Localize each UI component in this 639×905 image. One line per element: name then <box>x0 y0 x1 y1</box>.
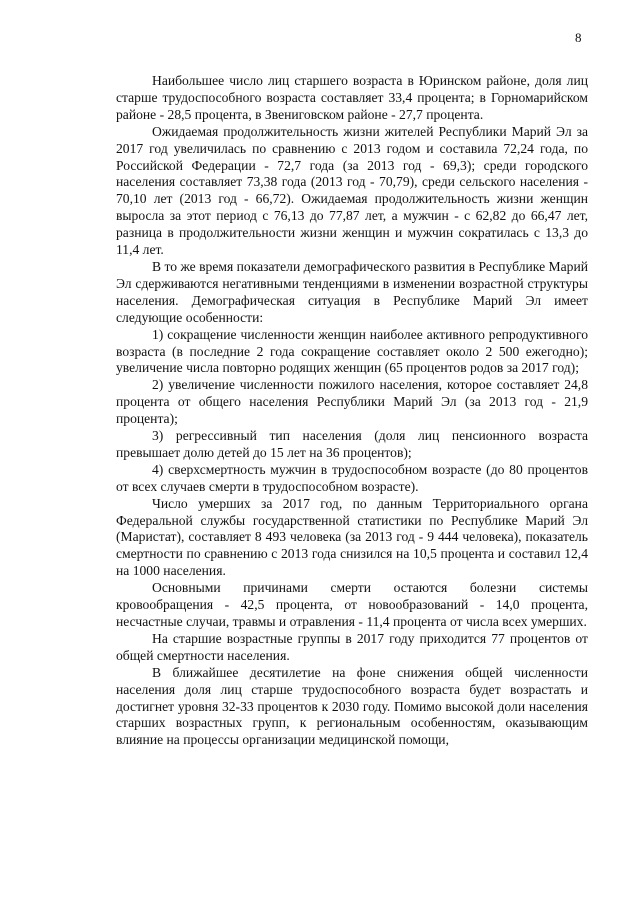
page-number: 8 <box>575 30 582 45</box>
paragraph-elderly-share: Наибольшее число лиц старшего возраста в Юринском районе, доля лиц старше трудоспособного возраста составляет 33,4 процента; в Горномарийском районе - 28,5 процента, в Звениговском районе - 27,7 процента. <box>116 73 588 122</box>
list-item-2: 2) увеличение численности пожилого населения, которое составляет 24,8 процента от общего населения Республики Марий Эл (за 2013 год - 21,9 процента); <box>116 377 588 427</box>
paragraph-negative-trends: В то же время показатели демографического развития в Республике Марий Эл сдерживаются негативными тенденциями в изменении возрастной структуры населения. Демографическая ситуация в Республике Марий Эл имеет следующие особенности: <box>116 258 588 325</box>
paragraph-next-decade: В ближайшее десятилетие на фоне снижения общей численности населения доля лиц старше трудоспособного возраста будет возрастать и достигнет уровня 32-33 процентов к 2030 году. Помимо высокой доли населения старших возрастных групп, к региональным особенностям, оказывающим влияние на процессы организации медицинской помощи, <box>116 664 588 748</box>
list-item-3: 3) регрессивный тип населения (доля лиц пенсионного возраста превышает долю детей до 15 лет на 36 процентов); <box>116 428 588 460</box>
paragraph-older-groups: На старшие возрастные группы в 2017 году приходится 77 процентов от общей смертности населения. <box>116 630 588 663</box>
paragraph-life-expectancy: Ожидаемая продолжительность жизни жителей Республики Марий Эл за 2017 год увеличилась по сравнению с 2013 годом и составила 72,24 года, по Российской Федерации - 72,7 года (за 2013 год - 69,3); среди городского населения составляет 73,38 года (2013 год - 70,79), среди сельского населения - 70,10 лет (2013 год - 66,72). Ожидаемая продолжительность жизни женщин выросла за этот период с 76,13 до 77,87 лет, а мужчин - с 62,82 до 66,47 лет, разница в продолжительности жизни женщин и мужчин сократилась с 13,3 до 11,4 лет. <box>116 123 588 258</box>
document-body <box>116 73 588 749</box>
paragraph-causes-of-death: Основными причинами смерти остаются болезни системы кровообращения - 42,5 процента, от новообразований - 14,0 процента, несчастные случаи, травмы и отравления - 11,4 процента от числа всех умерших. <box>116 580 588 629</box>
list-item-1: 1) сокращение численности женщин наиболее активного репродуктивного возраста (в последние 2 года сокращение составляет около 2 500 ежегодно); увеличение числа повторно родящих женщин (65 процентов родов за 2017 год); <box>116 326 588 376</box>
paragraph-deaths: Число умерших за 2017 год, по данным Территориального органа Федеральной службы государственной статистики по Республике Марий Эл (Маристат), составляет 8 493 человека (за 2013 год - 9 444 человека), показатель смертности по сравнению с 2013 года снизился на 10,5 процента и составил 12,4 на 1000 населения. <box>116 495 588 579</box>
list-item-4: 4) сверхсмертность мужчин в трудоспособном возрасте (до 80 процентов от всех случаев смерти в трудоспособном возрасте). <box>116 461 588 494</box>
